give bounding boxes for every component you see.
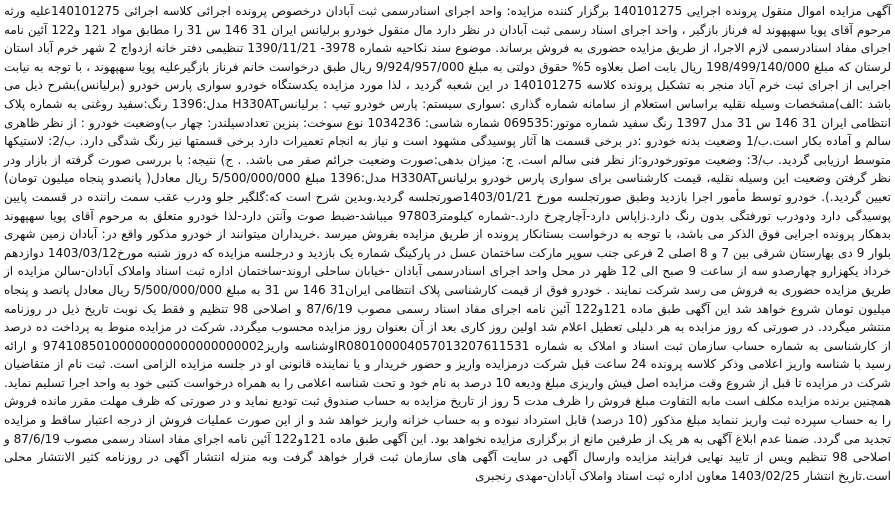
auction-notice-text: آگهی مزایده اموال منقول پرونده اجرایی 140101275 برگزار کننده مزایده: واحد اجرای اسنادرسمی ثبت آبادان درخصوص پرونده اجرائی کلاسه اجرائی 140101275علیه ورثه مرحوم آقای پویا سهپهوند له فرناز بازگیر ، واحد اجرای اسناد رسمی ثبت آبادان در نظر دارد مال منقول خودرو برلیانس ایران 31 146 س 31 را مطابق مواد 121 و122 آئین نامه اجرای مفاد اسنادرسمی لازم الاجرا، از طریق مزایده حضوری به فروش برساند. موضوع سند نکاحیه شماره 3978- 1390/11/21 تنظیمی دفتر خانه ازدواج 2 شهر خرم آباد استان لرستان که مبلغ 198/499/140/000 ریال بابت اصل بعلاوه 5% حقوق دولتی به مبلغ 9/924/957/000 ریال طبق درخواست خانم فرناز بازگیرعلیه پویا سهپهوند ، با توجه به نیابت اجرایی از اجرای ثبت خرم آباد منجر به تشکیل پرونده کلاسه 140101275 در این شعبه گردید ، لذا مورد مزایده یکدستگاه خودرو سواری پارس خودرو (برلیانس)بشرح ذیل می باشد :الف)مشخصات وسیله نقلیه براساس استعلام از سامانه شماره گذاری :سواری سیستم: پارس خودرو تیپ : برلیانسH330AT مدل:1396 رنگ:سفید روغنی به شماره پلاک انتظامی ایران 31 146 س 31 مدل 1397 رنگ سفید شماره موتور:069535 شماره شاسی: 1034236 نوع سوخت: بنزین تعدادسیلندر: چهار ب)وضعیت خودرو : از نظر ظاهری سالم و آماده بکار است.ب/1 وضعیت بدنه خودرو :در برخی قسمت ها آثار پوسیدگی مشهود است و نیاز به انجام تعمیرات دارد برخی قسمتها نیز رنگ شدگی دارد. ب/2: لاستیکها متوسط ارزیابی گردید. ب/3: وضعیت موتورخودرو:از نظر فنی سالم است. ج: میزان بدهی:صورت وضعیت جرائم صفر می باشد. . ج) نتیجه: با بررسی صورت گرفته از بازار ودر نظر گرفتن وضعیت این وسیله نقلیه، قیمت کارشناسی برای سواری پارس خودرو برلیانسH330AT مدل:1396 مبلغ 5/500/000/000 ریال معادل( پانصدو پنجاه میلیون تومان) تعیین گردید.). خودرو توسط مأمور اجرا بازدید وطبق صورتجلسه مورخ 1403/01/21صورتجلسه گردید.وبدین شرح است که:گلگیر جلو ودرب عقب سمت راننده در قسمت پایین پوسیدگی دارد ودودرب تورفتگی بدون رنگ دارد.زاپاس دارد-آچارچرخ دارد.-شماره کیلومتر97803 میباشد-ضبط صوت وآنتن دارد-لذا خودرو متعلق به مرحوم آقای پویا سهپهوند بدهکار پرونده اجرایی فوق الذکر می باشد، با توجه به درخواست بستانکار پرونده از طریق مزایده بفروش میرسد .خریداران میتوانند از خودرو مذکور واقع در: آبادان زمین شهری بلوار 9 دی بهارستان شرقی بین 7 و 8 اصلی 2 فرعی جنب سوپر مارکت ساختمان عسل در پارکینگ شماره یک بازدید و درجلسه مزایده که دروز شنبه مورخ1403/03/12 دوازدهم خرداد یکهزارو چهارصدو سه از ساعت 9 صبح الی 12 ظهر در محل واحد اجرای اسنادرسمی آبادان -خیابان ساحلی اروند-ساختمان اداره ثبت اسناد واملاک آبادان-سالن مزایده از طریق مزایده حضوری به فروش می رسد شرکت نمایند . خودرو فوق از قیمت کارشناسی پلاک انتظامی ایران31 146 س 31 به مبلغ 5/500/000/000 ریال معادل پانصد و پنجاه میلیون تومان شروع خواهد شد این آگهی طبق ماده 121و122 آئین نامه اجرای مفاد اسناد رسمی مصوب 87/6/19 و اصلاحی 98 تنظیم و فقط یک نوبت تاریخ ذیل در روزنامه منتشر میگردد. در صورتی که روز مزایده به هر دلیلی تعطیل اعلام شد اولین روز کاری بعد از آن بعنوان روز مزایده محسوب میگردد. شرکت در مزایده منوط به پرداخت ده درصد از کارشناسی به شماره حساب سازمان ثبت اسناد و املاک به شماره IR080100004057013207611531وشناسه واریز97410850100000000000000000002 و ارائه رسید با شناسه واریز اعلامی وذکر کلاسه پرونده 24 ساعت قبل شرکت درمزایده واریز و حضور خریدار و یا نماینده قانونی او در جلسه مزایده الزامی است. ثبت نام از متقاضیان شرکت در مزایده تا قبل از شروع وقت مزایده اصل فیش واریزی مبلغ ودیعه 10 درصد به نام خود و تحت شناسه اعلامی را به همراه درخواست کتبی خود به واحد اجرا تسلیم نماید. همچنین برنده مزایده مکلف است مابه التفاوت مبلغ فروش را ظرف مدت 5 روز از تاریخ مزایده به حساب صندوق ثبت تودیع نماید و در صورتی که ظرف مهلت مقرر مانده فروش را به حساب سپرده ثبت واریز ننماید مبلغ مذکور (10 درصد) قابل استرداد نبوده و به حساب خزانه واریز خواهد شد و از این صورت عملیات فروش از درجه اعتبار ساقط و مزایده تجدید می گردد. ضمنا عدم ابلاغ آگهی به هر یک از طرفین مانع از برگزاری مزایده نخواهد بود. این آگهی طبق ماده 121و122 آئین نامه اجرای مفاد اسناد رسمی مصوب 87/6/19 و اصلاحی 98 تنظیم ویس از تایید نهایی فرایند مزایده وارسال آگهی در سایت آگهی های سازمان ثبت قرار خواهد گرفت وبه منزله انتشار آگهی در روزنامه کثیر الانتشار محلی است.تاریخ انتشار 1403/02/25 معاون اداره ثبت اسناد واملاک آبادان-مهدی رنجبری (4, 4, 892, 483)
